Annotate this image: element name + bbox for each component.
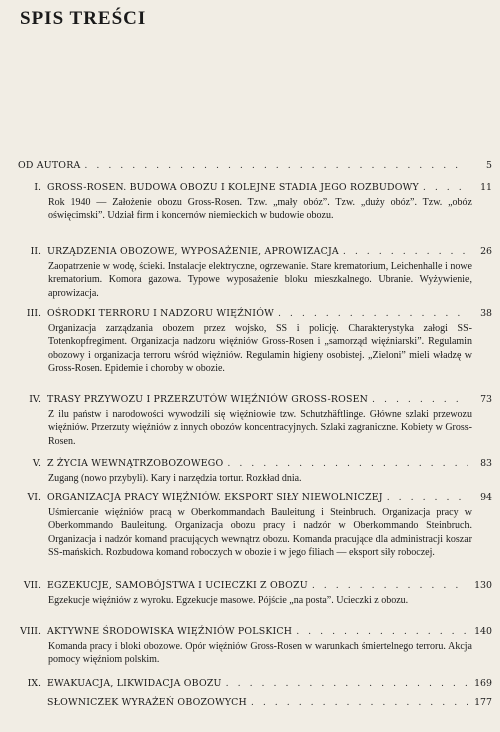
dot-leader	[226, 678, 468, 689]
toc-page-number: 140	[474, 626, 492, 637]
dot-leader	[343, 246, 468, 257]
toc-entry-chapter-8[interactable]	[18, 626, 492, 667]
dot-leader	[372, 394, 468, 405]
toc-description: Zaopatrzenie w wodę, ścieki. Instalacje elektryczne, ogrzewanie. Stare krematorium, Leichenhalle i nowe krematorium. Komora gazowa. Typowe wyposażenie bloku mieszkalnego. Ubranie. Wyżywienie, aprowizacja.	[48, 261, 472, 299]
toc-heading: OŚRODKI TERRORU I NADZORU WIĘŹNIÓW	[47, 308, 274, 319]
dot-leader	[251, 697, 468, 708]
toc-page-number: 26	[480, 246, 492, 257]
toc-page-number: 94	[480, 492, 492, 503]
dot-leader	[423, 182, 468, 193]
toc-entry-chapter-4[interactable]	[18, 394, 492, 448]
toc-heading-line	[18, 626, 492, 637]
toc-page-number: 130	[474, 580, 492, 591]
dot-leader	[227, 458, 468, 469]
toc-page-number: 11	[480, 182, 492, 193]
chapter-number: VI.	[27, 492, 41, 503]
toc-description: Rok 1940 — Założenie obozu Gross-Rosen. Tzw. „mały obóz”. Tzw. „duży obóz”. Tzw. „obóz oświęcimski”. Udział firm i koncernów niemieckich w budowie obozu.	[48, 197, 472, 222]
toc-entry-glossary[interactable]	[18, 697, 492, 708]
toc-page-number: 38	[480, 308, 492, 319]
toc-heading-line	[18, 160, 492, 171]
toc-page-number: 5	[486, 160, 492, 171]
toc-heading-line	[18, 308, 492, 319]
toc-page-number: 169	[474, 678, 492, 689]
chapter-number: III.	[26, 308, 41, 319]
toc-heading: ORGANIZACJA PRACY WIĘŹNIÓW. EKSPORT SIŁY NIEWOLNICZEJ	[47, 492, 383, 503]
toc-heading: Z ŻYCIA WEWNĄTRZOBOZOWEGO	[47, 458, 224, 469]
chapter-number: V.	[32, 458, 41, 469]
dot-leader	[387, 492, 468, 503]
toc-heading-line	[18, 182, 492, 193]
toc-heading-line	[18, 246, 492, 257]
toc-page-number: 177	[474, 697, 492, 708]
dot-leader	[84, 160, 468, 171]
dot-leader	[312, 580, 468, 591]
page-title: SPIS TREŚCI	[20, 8, 147, 29]
toc-heading-line	[18, 458, 492, 469]
toc-entry-author[interactable]	[18, 160, 492, 171]
toc-entry-chapter-5[interactable]	[18, 458, 492, 485]
chapter-number: II.	[30, 246, 41, 257]
toc-description: Organizacja zarządzania obozem przez wojsko, SS i policję. Charakterystyka załogi SS-Totenkopfregiment. Organizacja nadzoru więźniów Gross-Rosen i „samorząd więźniarski”. Regulamin obozowy i organizacja terroru wśród więźniów. Regulamin higieny osobistej. „Zieloni” mieli władzę w Gross-Rosen. Epidemie i choroby w obozie.	[48, 323, 472, 374]
toc-heading: GROSS-ROSEN. BUDOWA OBOZU I KOLEJNE STADIA JEGO ROZBUDOWY	[47, 182, 419, 193]
chapter-number: I.	[34, 182, 41, 193]
toc-heading: AKTYWNE ŚRODOWISKA WIĘŹNIÓW POLSKICH	[47, 626, 293, 637]
chapter-number: VIII.	[20, 626, 41, 637]
toc-entry-chapter-1[interactable]	[18, 182, 492, 223]
toc-description: Egzekucje więźniów z wyroku. Egzekucje masowe. Pójście „na posta”. Ucieczki z obozu.	[48, 595, 409, 606]
toc-description: Uśmiercanie więźniów pracą w Oberkommandach Bauleitung i Steinbruch. Organizacja pracy w Oberkommando Bauleitung. Organizacja obozu pracy i nadzór w Oberkommando Steinbruch. Organizacja i nadzór komand pracujących wewnątrz obozu. Komanda pracujące dla administracji koszar SS-mańskich. Rozbudowa komand roboczych w obozie i w jego filiach — eksport siły roboczej.	[48, 507, 472, 558]
chapter-number: VII.	[23, 580, 41, 591]
toc-entry-chapter-6[interactable]	[18, 492, 492, 559]
toc-entry-chapter-7[interactable]	[18, 580, 492, 607]
chapter-number: IX.	[27, 678, 41, 689]
toc-heading-line	[18, 697, 492, 708]
toc-heading: EGZEKUCJE, SAMOBÓJSTWA I UCIECZKI Z OBOZU	[47, 580, 308, 591]
dot-leader	[278, 308, 468, 319]
toc-entry-chapter-2[interactable]	[18, 246, 492, 300]
toc-heading-line	[18, 678, 492, 689]
toc-heading: TRASY PRZYWOZU I PRZERZUTÓW WIĘŹNIÓW GROSS-ROSEN	[47, 394, 369, 405]
toc-heading-line	[18, 580, 492, 591]
toc-entry-chapter-9[interactable]	[18, 678, 492, 689]
toc-heading: OD AUTORA	[18, 160, 81, 171]
toc-entry-chapter-3[interactable]	[18, 308, 492, 375]
toc-heading: SŁOWNICZEK WYRAŻEŃ OBOZOWYCH	[47, 697, 247, 708]
dot-leader	[296, 626, 468, 637]
toc-heading: URZĄDZENIA OBOZOWE, WYPOSAŻENIE, APROWIZACJA	[47, 246, 339, 257]
chapter-number: IV.	[29, 394, 41, 405]
toc-description: Komanda pracy i bloki obozowe. Opór więźniów Gross-Rosen w warunkach śmiertelnego terroru. Akcja pomocy więźniom polskim.	[48, 641, 472, 666]
toc-page-number: 83	[480, 458, 492, 469]
toc-page-number: 73	[480, 394, 492, 405]
toc-heading-line	[18, 492, 492, 503]
toc-description: Z ilu państw i narodowości wywodzili się więźniowie tzw. Schutzhäftlinge. Główne szlaki przewozu więźniów. Przerzuty więźniów z innych obozów koncentracyjnych. Szlaki zagraniczne. Kobiety w Gross-Rosen.	[48, 409, 472, 447]
toc-heading: EWAKUACJA, LIKWIDACJA OBOZU	[47, 678, 222, 689]
toc-description: Zugang (nowo przybyli). Kary i narzędzia tortur. Rozkład dnia.	[48, 473, 302, 484]
toc-heading-line	[18, 394, 492, 405]
